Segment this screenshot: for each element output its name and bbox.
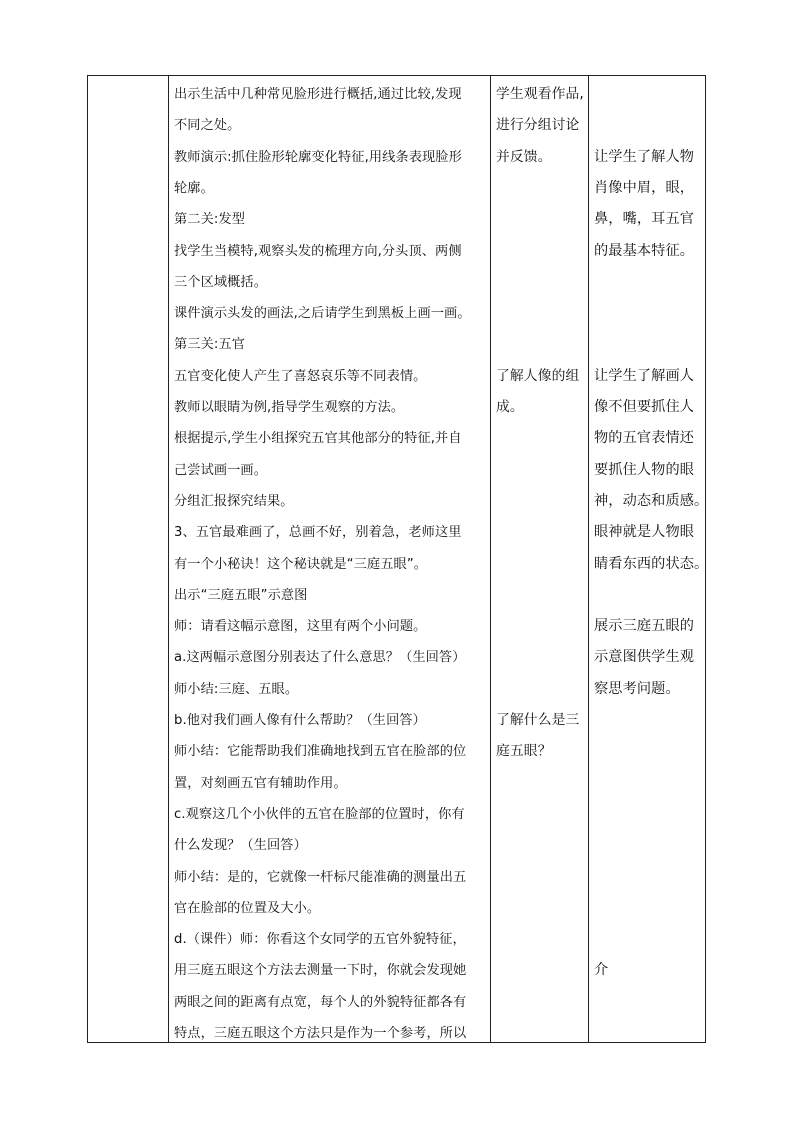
text-line: 师小结：是的，它就像一杆标尺能准确的测量出五 [174, 869, 467, 885]
text-line: d.（课件）师：你看这个女同学的五官外貌特征， [174, 932, 466, 948]
text-line: 神，动态和质感。 [594, 492, 709, 509]
lesson-table [87, 75, 709, 1043]
text-line: 分组汇报探究结果。 [174, 493, 294, 509]
text-line: 第三关:五官 [174, 337, 245, 353]
text-line: 轮廓。 [174, 180, 214, 196]
text-line: 要抓住人物的眼 [594, 461, 695, 478]
text-line: 3、五官最难画了，总画不好，别着急，老师这里 [174, 525, 462, 541]
text-line: 了解人像的组 [496, 367, 580, 384]
design-purpose-cell [588, 76, 709, 1042]
text-line: 第二关:发型 [174, 212, 245, 228]
text-line: 什么发现？（生回答） [174, 838, 307, 854]
text-line: c.观察这几个小伙伴的五官在脸部的位置时，你有 [174, 806, 465, 822]
text-line: 示意图供学生观 [594, 649, 695, 666]
text-line: 庭五眼？ [496, 743, 552, 760]
text-line: 出示生活中几种常见脸形进行概括,通过比较,发现 [174, 87, 462, 102]
text-line: 并反馈。 [496, 148, 552, 165]
text-line: 的最基本特征。 [594, 242, 695, 259]
text-line: 用三庭五眼这个方法去测量一下时，你就会发现她 [174, 963, 467, 979]
text-line: 让学生了解画人 [594, 367, 695, 384]
text-line: 己尝试画一画。 [174, 462, 268, 478]
text-line: 眼神就是人物眼 [594, 524, 695, 541]
text-line: 不同之处。 [174, 118, 241, 134]
text-line: 根据提示,学生小组探究五官其他部分的特征,并自 [174, 431, 462, 447]
text-line: 课件演示头发的画法,之后请学生到黑板上画一画。 [174, 306, 471, 322]
teaching-process-cell [168, 76, 490, 1042]
text-line: b.他对我们画人像有什么帮助？（生回答） [174, 713, 426, 728]
text-line: 鼻，嘴，耳五官 [594, 211, 695, 228]
text-line: 学生观看作品, [496, 86, 584, 102]
text-line: 师小结:三庭、五眼。 [174, 681, 299, 697]
text-line: a.这两幅示意图分别表达了什么意思？（生回答） [174, 650, 466, 666]
text-line: 展示三庭五眼的 [594, 618, 695, 635]
text-line: 让学生了解人物 [594, 148, 695, 165]
text-line: 找学生当模特,观察头发的梳理方向,分头顶、两侧 [174, 243, 462, 259]
stage-cell [88, 76, 168, 1042]
text-line: 成。 [496, 399, 524, 415]
text-line: 物的五官表情还 [594, 430, 695, 447]
text-line: 教师以眼睛为例,指导学生观察的方法。 [174, 400, 405, 415]
text-line: 三个区域概括。 [174, 274, 268, 290]
text-line: 师：请看这幅示意图，这里有两个小问题。 [174, 619, 427, 635]
text-line: 特点，三庭五眼这个方法只是作为一个参考，所以 [174, 1026, 467, 1041]
text-line: 置，对刻画五官有辅助作用。 [174, 775, 347, 791]
text-line: 教师演示:抓住脸形轮廓变化特征,用线条表现脸形 [174, 149, 462, 165]
text-line: 进行分组讨论 [496, 117, 580, 134]
student-activity-cell [490, 76, 588, 1042]
text-line: 察思考问题。 [594, 680, 680, 697]
text-line: 五官变化使人产生了喜怒哀乐等不同表情。 [174, 368, 427, 384]
text-line: 睛看东西的状态。 [594, 555, 709, 572]
text-line: 了解什么是三 [496, 712, 580, 728]
text-line: 师小结：它能帮助我们准确地找到五官在脸部的位 [174, 744, 467, 760]
text-line: 肖像中眉，眼， [594, 179, 695, 196]
text-line: 出示“三庭五眼”示意图 [174, 587, 308, 603]
text-line: 官在脸部的位置及大小。 [174, 900, 321, 916]
text-line: 有一个小秘诀！这个秘诀就是“三庭五眼”。 [174, 556, 428, 572]
text-line: 介 [594, 962, 609, 979]
text-line: 像不但要抓住人 [594, 399, 695, 415]
text-line: 两眼之间的距离有点宽，每个人的外貌特征都各有 [174, 994, 467, 1010]
